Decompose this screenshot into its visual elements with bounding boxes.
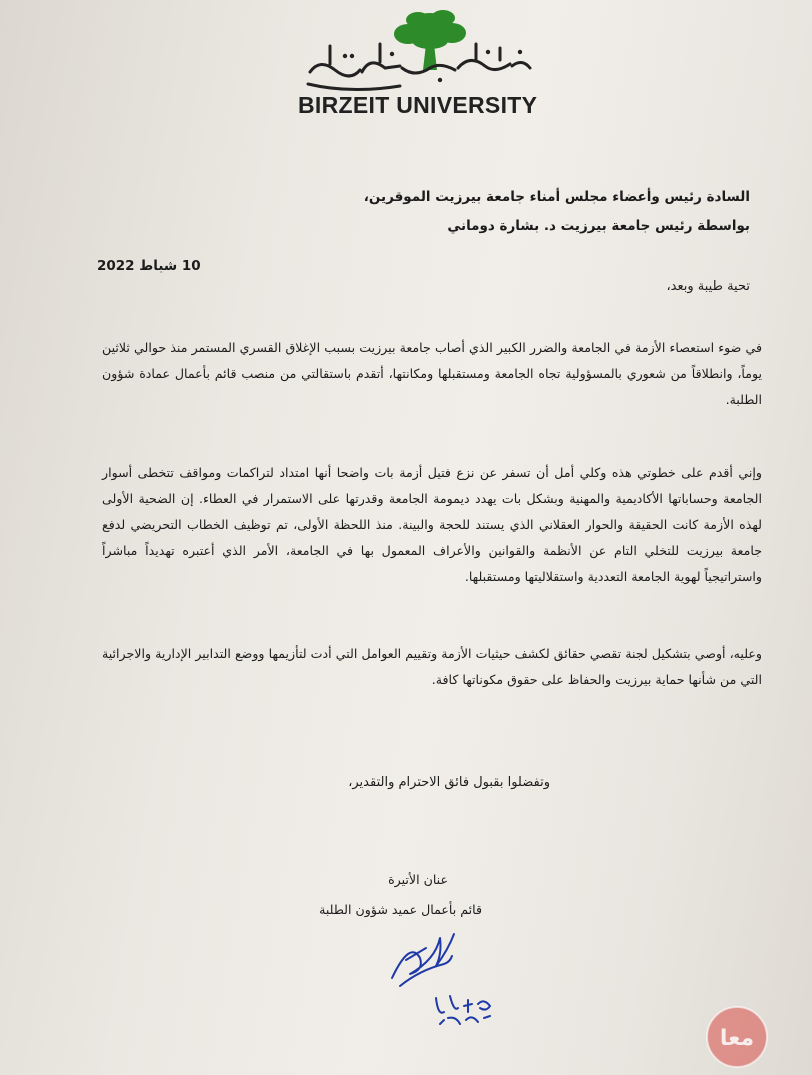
body-paragraph-3: وعليه، أوصي بتشكيل لجنة تقصي حقائق لكشف حيثيات الأزمة وتقييم العوامل التي أدت لتأزيمها ووضع التدابير الإدارية والاجرائية التي من شأنها حماية بيرزيت والحفاظ على حقوق مكوناتها كافة. <box>102 646 762 687</box>
letter-date: 10 شباط 2022 <box>97 258 201 274</box>
signatory-title: قائم بأعمال عميد شؤون الطلبة <box>319 902 482 917</box>
body-paragraph-1: في ضوء استعصاء الأزمة في الجامعة والضرر الكبير الذي أصاب جامعة بيرزيت بسبب الإغلاق القسري المستمر منذ حوالي ثلاثين يوماً، وانطلاقاً من شعوري بالمسؤولية تجاه الجامعة ومستقبلها ومكانتها، أتقدم باستقالتي من منصب قائم بأعمال عمادة شؤون الطلبة. <box>102 340 762 407</box>
signatory-name: عنان الأتيرة <box>388 872 448 887</box>
watermark-logo-icon <box>702 1002 772 1072</box>
addressee-line-2: بواسطة رئيس جامعة بيرزيت د. بشارة دوماني <box>447 218 750 234</box>
body-paragraph-2: وإني أقدم على خطوتي هذه وكلي أمل أن تسفر عن نزع فتيل أزمة بات واضحا أنها امتداد لتراكمات ومواقف تتخطى أسوار الجامعة وحساباتها الأكاديمية والمهنية وبشكل بات يهدد ديمومة الجامعة وقدرتها على الاستمرار في العطاء. إن الضحية الأولى لهذه الأزمة كانت الحقيقة والحوار العقلاني الذي يستند للحجة والبينة. منذ اللحظة الأولى، تم توظيف الخطاب التحريضي لدفع جامعة بيرزيت للتخلي التام عن الأنظمة والقوانين والأعراف المعمول بها في الجامعة، الأمر الذي أعتبره تهديداً مباشراً واستراتيجياً لهوية الجامعة التعددية واستقلاليتها ومستقبلها. <box>102 465 762 584</box>
closing-line: وتفضلوا بقبول فائق الاحترام والتقدير، <box>348 775 550 790</box>
greeting: تحية طيبة وبعد، <box>666 279 750 294</box>
addressee-line-1: السادة رئيس وأعضاء مجلس أمناء جامعة بيرزيت الموقرين، <box>363 189 750 205</box>
handwritten-signature-icon <box>380 920 530 1040</box>
addressee-block <box>130 183 750 241</box>
watermark-text: معا <box>719 1026 755 1051</box>
university-name: BIRZEIT UNIVERSITY <box>298 92 538 118</box>
